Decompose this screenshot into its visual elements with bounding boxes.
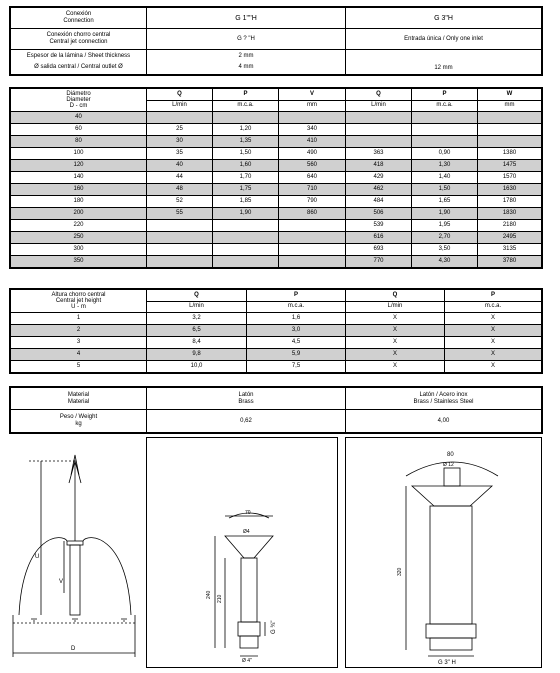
thickness-g3: 12 mm <box>346 50 542 75</box>
connection-label: Conexión Connection <box>11 8 147 29</box>
diameter-value: 220 <box>11 220 147 232</box>
diameter-cell: 1,90 <box>412 208 478 220</box>
diameter-cell: 1830 <box>478 208 542 220</box>
unit-header: m.c.a. <box>445 301 542 313</box>
diameter-cell: 693 <box>346 244 412 256</box>
diameter-cell: 48 <box>147 184 213 196</box>
bottom-dim: Ø 4" <box>242 658 252 664</box>
diameter-table <box>9 87 543 269</box>
jet-height-value: 3 <box>11 337 147 349</box>
jet-height-cell: 3,2 <box>147 313 247 325</box>
unit-header: mm <box>279 100 346 112</box>
unit-header: L/min <box>346 301 445 313</box>
diameter-cell: 0,90 <box>412 148 478 160</box>
diameter-cell: 1,95 <box>412 220 478 232</box>
col-header: P <box>247 290 346 302</box>
diameter-cell <box>213 232 279 244</box>
diameter-cell: 30 <box>147 136 213 148</box>
thickness-label: Espesor de la lámina / Sheet thickness Ø salida central / Central outlet Ø <box>11 50 147 75</box>
jet-height-cell: 5,9 <box>247 349 346 361</box>
diameter-cell <box>346 112 412 124</box>
diameter-row <box>11 124 542 136</box>
diameter-cell: 2,70 <box>412 232 478 244</box>
material-g3: Latón / Acero inox Brass / Stainless Steel <box>346 388 542 410</box>
diameter-cell <box>346 124 412 136</box>
diameter-cell <box>478 112 542 124</box>
material-label: Material Material <box>11 388 147 410</box>
diameter-cell <box>346 136 412 148</box>
diameter-row <box>11 208 542 220</box>
central-jet-label: Conexión chorro central Central jet connection <box>11 29 147 50</box>
height2-dim: 210 <box>217 594 223 603</box>
diameter-row <box>11 160 542 172</box>
diameter-cell: 3,50 <box>412 244 478 256</box>
diameter-row <box>11 244 542 256</box>
diameter-value: 250 <box>11 232 147 244</box>
diameter-cell: 560 <box>279 160 346 172</box>
jet-height-value: 2 <box>11 325 147 337</box>
diameter-cell: 490 <box>279 148 346 160</box>
material-g1: Latón Brass <box>147 388 346 410</box>
central-jet-g3: Entrada única / Only one inlet <box>346 29 542 50</box>
diameter-cell: 3135 <box>478 244 542 256</box>
diameter-value: 140 <box>11 172 147 184</box>
diameter-cell: 462 <box>346 184 412 196</box>
diameter-cell: 1475 <box>478 160 542 172</box>
diameter-cell: 640 <box>279 172 346 184</box>
diameter-cell: 1380 <box>478 148 542 160</box>
diameter-cell <box>213 244 279 256</box>
diameter-cell <box>213 256 279 268</box>
jet-height-value: 5 <box>11 361 147 373</box>
weight-g1: 0,62 <box>147 410 346 433</box>
jet-height-cell: X <box>445 313 542 325</box>
d-label: D <box>71 646 76 652</box>
diameter-cell: 1,20 <box>213 124 279 136</box>
diameter-row <box>11 256 542 268</box>
u-label: U <box>35 554 40 560</box>
diameter-cell: 3780 <box>478 256 542 268</box>
diameter-cell <box>279 220 346 232</box>
diameter-value: 120 <box>11 160 147 172</box>
unit-header: m.c.a. <box>412 100 478 112</box>
v-label: V <box>59 579 64 585</box>
diameter-cell: 860 <box>279 208 346 220</box>
diameter-cell: 1,75 <box>213 184 279 196</box>
jet-height-cell: 9,8 <box>147 349 247 361</box>
col-header: P <box>445 290 542 302</box>
diameter-cell <box>147 232 213 244</box>
diameter-value: 300 <box>11 244 147 256</box>
diameter-cell: 44 <box>147 172 213 184</box>
height-dim: 320 <box>397 567 403 576</box>
jet-height-header: Altura chorro central Central jet height U - m <box>11 290 147 313</box>
diameter-cell <box>412 136 478 148</box>
unit-header: m.c.a. <box>213 100 279 112</box>
connection-table <box>9 6 543 76</box>
diameter-header: Diámetro Diameter D - cm <box>11 89 147 112</box>
diameter-cell: 1630 <box>478 184 542 196</box>
jet-height-value: 4 <box>11 349 147 361</box>
diameter-cell: 1,50 <box>213 148 279 160</box>
diameter-value: 350 <box>11 256 147 268</box>
diameter-cell <box>213 220 279 232</box>
jet-height-cell: X <box>346 349 445 361</box>
diameter-cell: 790 <box>279 196 346 208</box>
height1-dim: 240 <box>206 590 212 599</box>
diameter-cell: 363 <box>346 148 412 160</box>
diameter-cell: 539 <box>346 220 412 232</box>
diameter-cell <box>279 256 346 268</box>
diameter-cell: 484 <box>346 196 412 208</box>
jet-height-cell: 7,5 <box>247 361 346 373</box>
jet-height-cell: X <box>445 349 542 361</box>
diameter-cell: 1780 <box>478 196 542 208</box>
diameter-cell: 1570 <box>478 172 542 184</box>
diameter-row <box>11 184 542 196</box>
nozzle-small-figure <box>146 437 338 668</box>
diameter-cell: 1,85 <box>213 196 279 208</box>
diameter-cell <box>279 232 346 244</box>
diameter-cell <box>147 112 213 124</box>
diameter-row <box>11 196 542 208</box>
diameter-cell: 616 <box>346 232 412 244</box>
diameter-cell: 1,50 <box>412 184 478 196</box>
jet-height-cell: X <box>346 313 445 325</box>
unit-header: m.c.a. <box>247 301 346 313</box>
diameter-cell: 1,60 <box>213 160 279 172</box>
diameter-cell: 1,40 <box>412 172 478 184</box>
col-header: P <box>213 89 279 101</box>
connection-g1: G 1"''H <box>147 8 346 29</box>
central-jet-g1: G ? "H <box>147 29 346 50</box>
diameter-cell <box>279 244 346 256</box>
unit-header: mm <box>478 100 542 112</box>
diameter-value: 60 <box>11 124 147 136</box>
diameter-cell: 40 <box>147 160 213 172</box>
jet-height-cell: 6,5 <box>147 325 247 337</box>
diameter-cell: 1,65 <box>412 196 478 208</box>
diameter-row <box>11 136 542 148</box>
jet-height-cell: X <box>346 325 445 337</box>
top-dim: 70 <box>245 510 251 516</box>
diameter-cell: 1,30 <box>412 160 478 172</box>
diameter-cell: 418 <box>346 160 412 172</box>
diameter-value: 40 <box>11 112 147 124</box>
diameter-cell: 1,70 <box>213 172 279 184</box>
spray-pattern-diagram <box>9 443 139 668</box>
col-header: Q <box>346 89 412 101</box>
jet-height-row <box>11 337 542 349</box>
diameter-cell <box>478 136 542 148</box>
jet-height-cell: X <box>445 325 542 337</box>
jet-height-cell: X <box>445 361 542 373</box>
col-header: P <box>412 89 478 101</box>
jet-height-cell: 10,0 <box>147 361 247 373</box>
jet-height-cell: 3,0 <box>247 325 346 337</box>
jet-height-cell: X <box>445 337 542 349</box>
diameter-cell <box>279 112 346 124</box>
diameter-cell <box>412 112 478 124</box>
nozzle-large-figure <box>345 437 542 668</box>
diameter-value: 80 <box>11 136 147 148</box>
diameter-row <box>11 172 542 184</box>
thickness-g1: 2 mm 4 mm <box>147 50 346 75</box>
diameter-cell: 25 <box>147 124 213 136</box>
diameter-row <box>11 232 542 244</box>
diameter-row <box>11 112 542 124</box>
material-table <box>9 386 543 434</box>
diameter-cell: 35 <box>147 148 213 160</box>
weight-g3: 4,00 <box>346 410 542 433</box>
diameter-value: 200 <box>11 208 147 220</box>
top-dim: 80 <box>447 452 454 458</box>
diameter-cell: 410 <box>279 136 346 148</box>
unit-header: L/min <box>346 100 412 112</box>
mid-dim: Ø4 <box>243 529 250 535</box>
diameter-cell <box>147 244 213 256</box>
jet-height-cell: 8,4 <box>147 337 247 349</box>
diameter-cell: 506 <box>346 208 412 220</box>
diameter-cell: 710 <box>279 184 346 196</box>
diameter-cell: 55 <box>147 208 213 220</box>
diameter-cell: 1,35 <box>213 136 279 148</box>
jet-height-cell: X <box>346 337 445 349</box>
jet-height-cell: X <box>346 361 445 373</box>
jet-height-table <box>9 288 543 374</box>
weight-label: Peso / Weight kg <box>11 410 147 433</box>
jet-height-cell: 1,6 <box>247 313 346 325</box>
diameter-value: 160 <box>11 184 147 196</box>
diameter-cell: 4,30 <box>412 256 478 268</box>
mid-dim: Ø 12 <box>443 462 454 468</box>
jet-height-row <box>11 325 542 337</box>
col-header: W <box>478 89 542 101</box>
col-header: V <box>279 89 346 101</box>
diameter-cell: 770 <box>346 256 412 268</box>
diameter-cell: 2180 <box>478 220 542 232</box>
col-header: Q <box>346 290 445 302</box>
diameter-cell <box>478 124 542 136</box>
bottom-dim: G 3" H <box>438 660 456 666</box>
diameter-row <box>11 220 542 232</box>
col-header: Q <box>147 290 247 302</box>
jet-height-value: 1 <box>11 313 147 325</box>
diameter-cell <box>147 220 213 232</box>
jet-height-row <box>11 313 542 325</box>
diameter-cell: 429 <box>346 172 412 184</box>
diameter-cell: 340 <box>279 124 346 136</box>
unit-header: L/min <box>147 100 213 112</box>
conn-dim: G ¾" <box>271 620 277 634</box>
jet-height-row <box>11 349 542 361</box>
diameter-row <box>11 148 542 160</box>
diameter-cell <box>412 124 478 136</box>
diameter-cell <box>213 112 279 124</box>
unit-header: L/min <box>147 301 247 313</box>
diameter-cell <box>147 256 213 268</box>
diameter-value: 180 <box>11 196 147 208</box>
jet-height-row <box>11 361 542 373</box>
diameter-cell: 1,90 <box>213 208 279 220</box>
connection-g3: G 3"H <box>346 8 542 29</box>
col-header: Q <box>147 89 213 101</box>
diameter-cell: 2495 <box>478 232 542 244</box>
diameter-value: 100 <box>11 148 147 160</box>
diameter-cell: 52 <box>147 196 213 208</box>
jet-height-cell: 4,5 <box>247 337 346 349</box>
